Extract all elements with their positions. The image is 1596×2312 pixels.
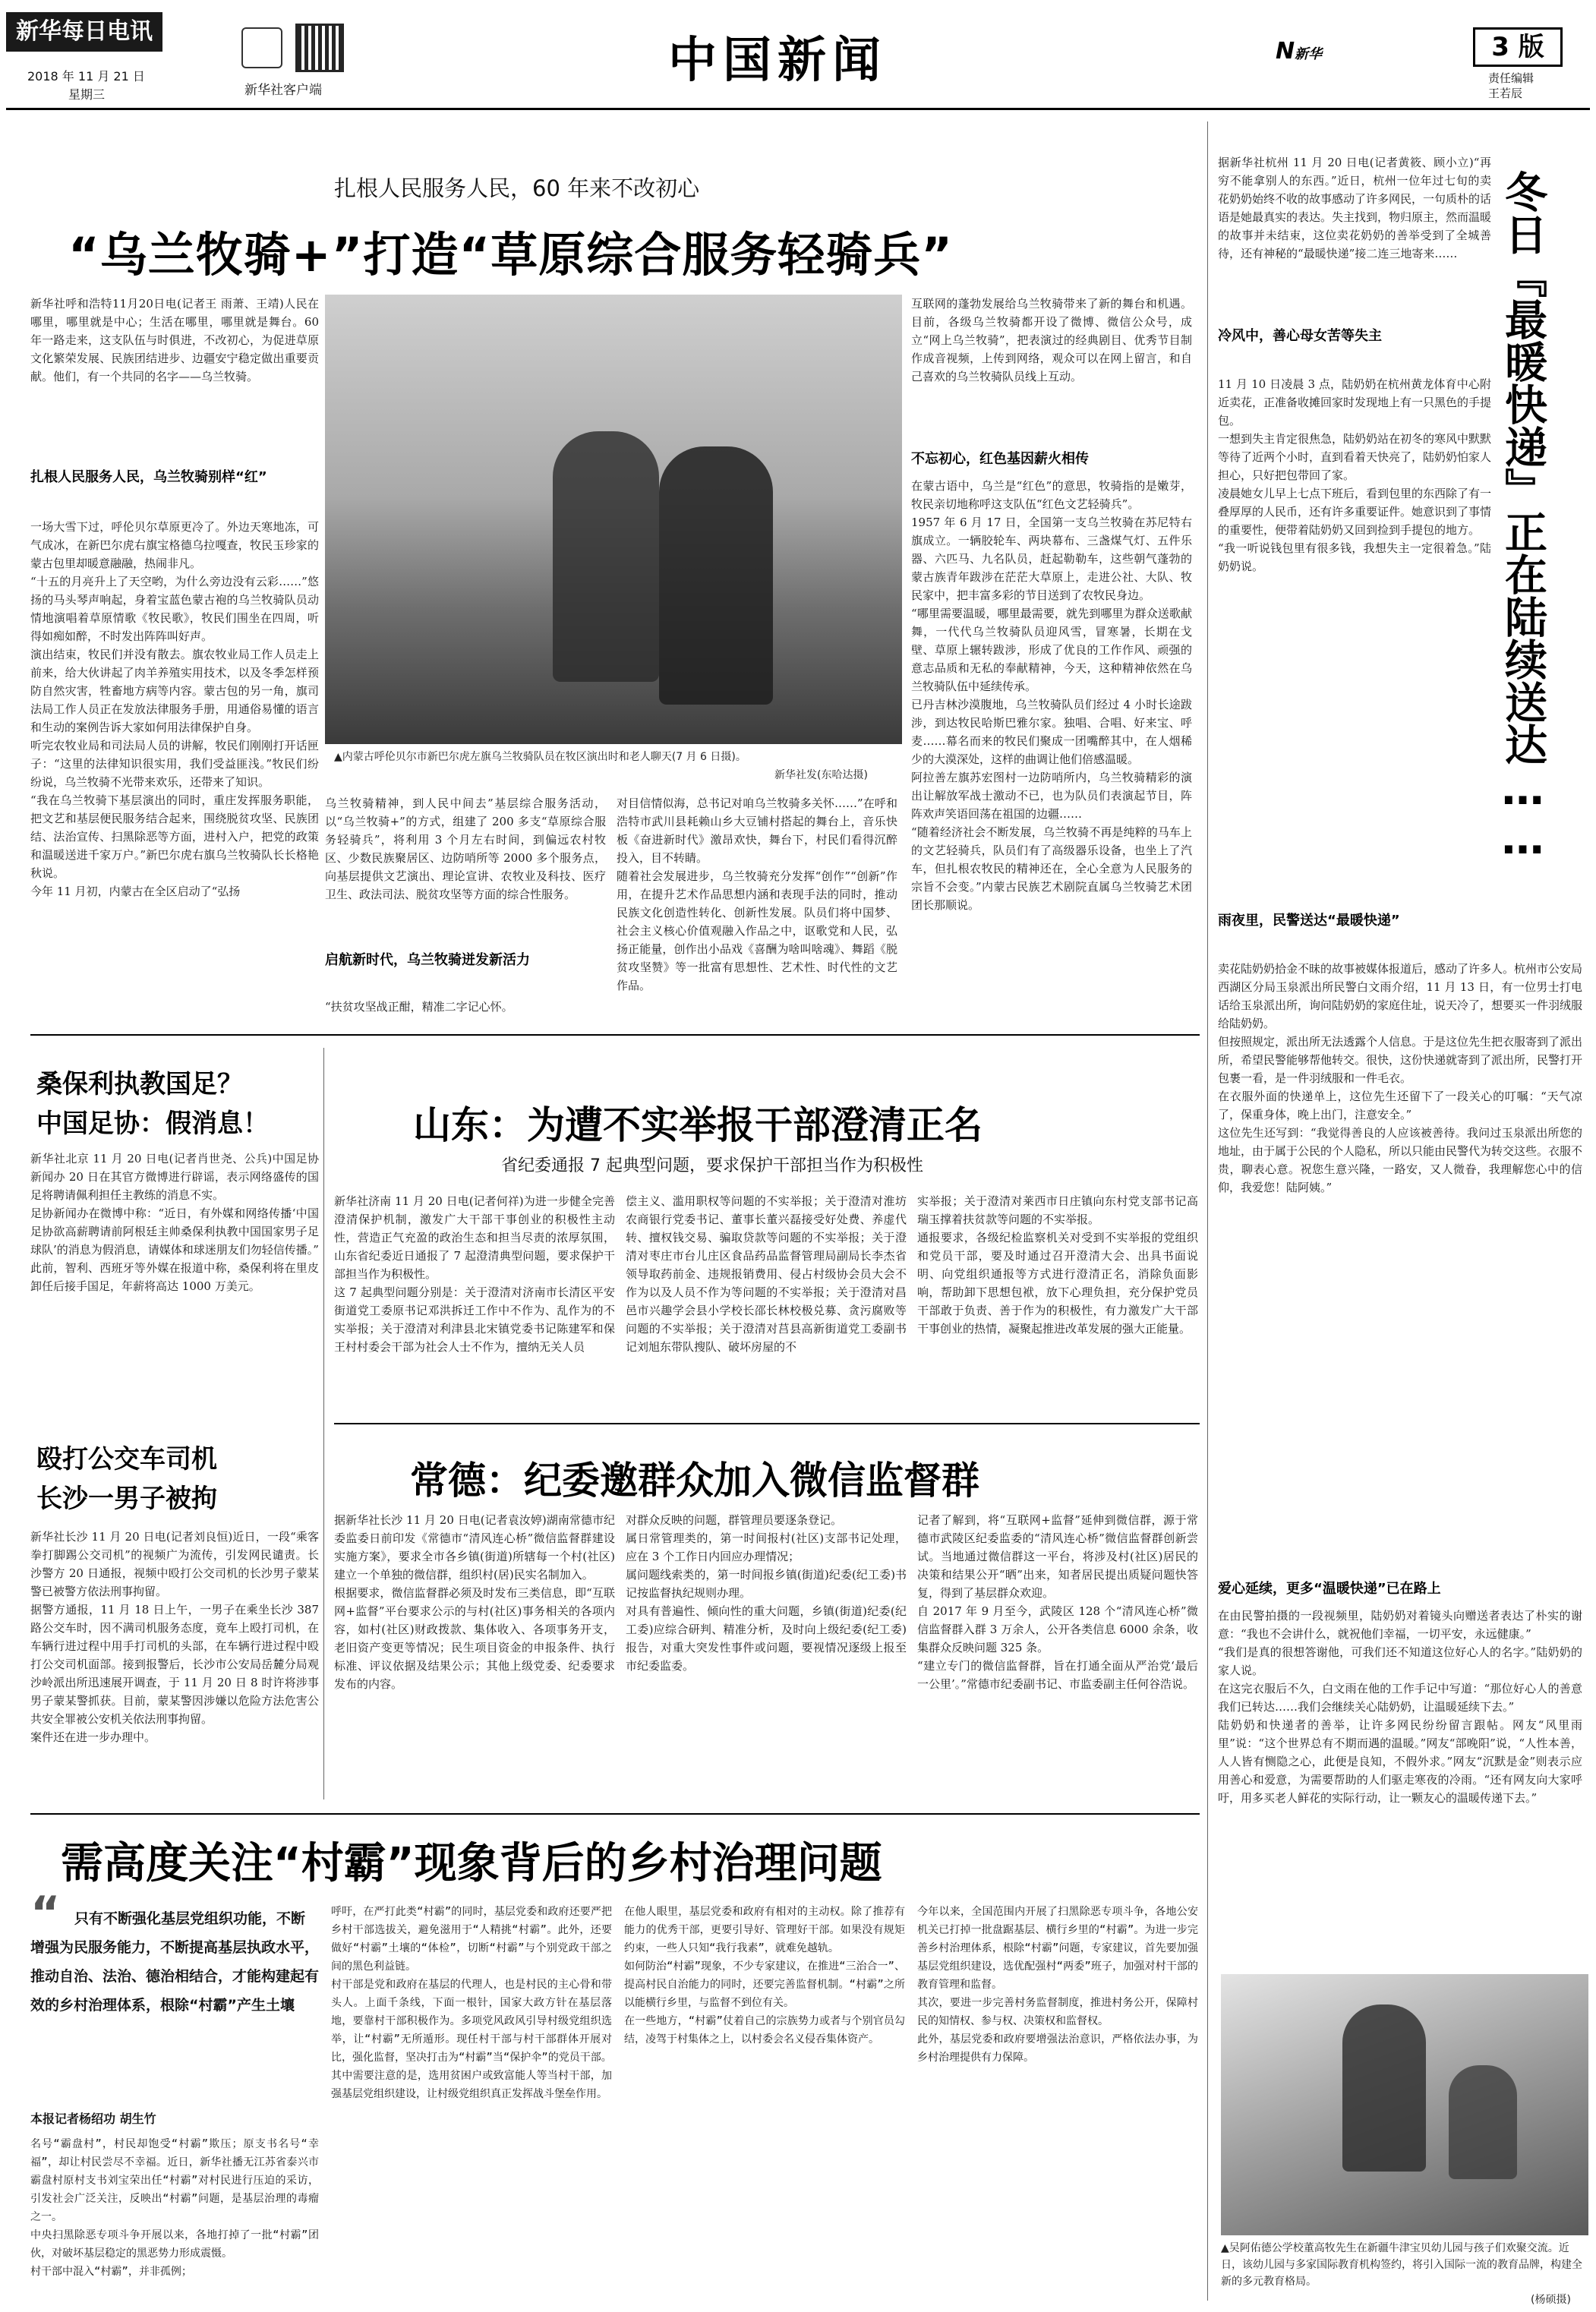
lead-photo <box>325 295 902 744</box>
lead-column-1: 一场大雪下过，呼伦贝尔草原更冷了。外边天寒地冻，可气成冰，在新巴尔虎右旗宝格德乌拉嘎查，牧民玉珍家的蒙古包里却暖意融融，热闹非凡。 “十五的月亮升上了天空哟，为什么旁边没有云彩……”悠扬的马头琴声响起，身着宝蓝色蒙古袍的乌兰牧骑队员动情地演唱着草原情歌《牧民歌》，牧民们围坐在四周，听得如痴如醉，不时发出阵阵叫好声。 演出结束，牧民们并没有散去。旗农牧业局工作人员走上前来，给大伙讲起了肉羊养殖实用技术，以及冬季怎样预防自然灾害，牲畜地方病等内容。蒙古包的另一角，旗司法局工作人员正在发放法律服务手册，用通俗易懂的语言和生动的案例告诉大家如何用法律保护自身。 听完农牧业局和司法局人员的讲解，牧民们刚刚打开话匣子：“这里的法律知识很实用，我们受益匪浅。”牧民们纷纷说，乌兰牧骑不光带来欢乐，还带来了知识。 “我在乌兰牧骑下基层演出的同时，重庄发挥服务职能，把文艺和基层便民服务结合起来，围绕脱贫攻坚、民族团结、法治宣传、扫黑除恶等方面，进村入户，把党的政策和温暖送进千家万户。”新巴尔虎右旗乌兰牧骑队长长格艳秋说。 今年 11 月初，内蒙古在全区启动了“弘扬 <box>30 520 319 898</box>
changde-headline: 常德：纪委邀群众加入微信监督群 <box>410 1459 979 1503</box>
village-pullquote: 只有不断强化基层党组织功能，不断增强为民服务能力，不断提高基层执政水平，推动自治、法治、德治相结合，才能构建起有效的乡村治理体系，根除“村霸”产生土壤 <box>30 1910 320 2014</box>
xinhua-logo <box>241 27 282 68</box>
side-subhead-1: 冷风中，善心母女苦等失主 <box>1218 328 1382 344</box>
side-photo-caption: ▲吴阿佑德公学校董高牧先生在新疆牛津宝贝幼儿园与孩子们欢聚交流。近日，该幼儿园与多家国际教育机构签约，将引入国际一流的教育品牌，构建全新的多元教育格局。 <box>1221 2242 1582 2288</box>
section-title: 中国新闻 <box>668 33 887 89</box>
quote-mark-icon: “ <box>30 1887 61 1940</box>
editor-label: 责任编辑 <box>1488 71 1534 85</box>
lead-intro: 新华社呼和浩特11月20日电(记者王 雨萧、王靖)人民在哪里，哪里就是中心；生活在哪里，哪里就是舞台。60 年一路走来，这支队伍与时俱进，不改初心，为促进草原文化繁荣发展、民族团结进步、边疆安宁稳定做出重要贡献。他们，有一个共同的名字——乌兰牧骑。 <box>30 297 323 383</box>
shandong-column-2: 偿主义、滥用职权等问题的不实举报；关于澄清对淮坊农商银行党委书记、董事长董兴磊接受好处费、养虚代转、擅权钱交易、骗取贷款等问题的不实举报；关于澄清对枣庄市台儿庄区食品药品监督管理局副局长李杰省领导取药前金、违规报销费用、侵占村级协会员大会不作为以及人员不作为等问题的不实举报；关于澄清对昌邑市兴趣学会县小学校长邵长林校极兑募、贪污腐败等问题的不实举报；关于澄清对莒县高新街道党工委副书记刘旭东带队搜队、破坏房屋的不 <box>626 1194 907 1354</box>
lead-headline: “乌兰牧骑+”打造“草原综合服务轻骑兵” <box>68 227 953 282</box>
side-column-rule <box>1207 121 1208 2301</box>
bus-body: 新华社长沙 11 月 20 日电(记者刘良恒)近日，一段“乘客拳打脚踢公交司机”的视频广为流传，引发网民谴责。长沙警方 20 日通报，视频中殴打公交司机的长沙男子蒙某警已被警方依法刑事拘留。 据警方通报，11 月 18 日上午，一男子在乘坐长沙 387 路公交车时，因不满司机服务态度，竟车上殴打司机，在车辆行进过程中用手打司机的头部，在车辆行进过程中殴打公交司机面部。接到报警后，长沙市公安局岳麓分局观沙岭派出所迅速展开调查，于 11 月 20 日 8 时许将涉事男子蒙某警抓获。目前，蒙某警因涉嫌以危险方法危害公共安全罪被公安机关依法刑事拘留。 案件还在进一步办理中。 <box>30 1530 319 1744</box>
village-headline: 需高度关注“村霸”现象背后的乡村治理问题 <box>61 1839 882 1888</box>
shandong-headline: 山东：为遭不实举报干部澄清正名 <box>413 1103 983 1147</box>
news-logo: N新华 <box>1276 38 1323 65</box>
lead-column-4b: 在蒙古语中，乌兰是“红色”的意思，牧骑指的是嫩芽，牧民亲切地称呼这支队伍“红色文艺轻骑兵”。 1957 年 6 月 17 日，全国第一支乌兰牧骑在苏尼特右旗成立。一辆胶轮车、两块幕布、三盏煤气灯、五件乐器、六匹马、九名队员，赶起勒勒车，这些朝气蓬勃的蒙古族青年跋涉在茫茫大草原上，走进公社、大队、牧民家中，把丰富多彩的节目送到了农牧民身边。 “哪里需要温暖，哪里最需要，就先到哪里为群众送歌献舞，一代代乌兰牧骑队员迎风雪，冒寒暑，长期在戈壁、草原上辗转跋涉，形成了优良的工作作风、顽强的意志品质和无私的奉献精神，今天，这种精神依然在乌兰牧骑队伍中延续传承。 已丹吉林沙漠腹地，乌兰牧骑队员们经过 4 小时长途跋涉，到达牧民哈斯巴雅尔家。独唱、合唱、好来宝、呼麦……幕名而来的牧民们聚成一团嘴醉其中，在人烟稀少的大漠深处，这样的曲调让他们倍感温暖。 阿拉善左旗苏宏图村一边防哨所内，乌兰牧骑精彩的演出让解放军战士激动不已，也为队员们表演起节目，阵阵欢声笑语回荡在祖国的边疆…… “随着经济社会不断发展，乌兰牧骑不再是纯粹的马车上的文艺轻骑兵，队员们有了高级器乐设备，也坐上了汽车，但扎根农牧民的精神还在，全心全意为人民服务的宗旨不会变。”内蒙古民族艺术剧院直属乌兰牧骑艺术团团长那顺说。 <box>911 479 1192 912</box>
client-label: 新华社客户端 <box>244 83 322 98</box>
village-column-1: 名号“霸盘村”，村民却饱受“村霸”欺压；原支书名号“幸福”，却让村民尝尽不幸福。近日，新华社播无江苏省泰兴市霸盘村原村支书刘宝荣出任“村霸”对村民进行压迫的采访，引发社会广泛关注，反映出“村霸”问题，是基层治理的毒瘤之一。 中央扫黑除恶专项斗争开展以来，各地打掉了一批“村霸”团伙，对破坏基层稳定的黑恶势力形成震慑。 村干部中混入“村霸”，并非孤例； <box>30 2138 319 2278</box>
lead-photo-caption: ▲内蒙古呼伦贝尔市新巴尔虎左旗乌兰牧骑队员在牧区演出时和老人聊天(7 月 6 日摄)。 <box>334 751 746 763</box>
qr-code-icon[interactable] <box>298 26 342 70</box>
page-number: 3 版 <box>1473 27 1563 67</box>
masthead-rule <box>6 108 1590 110</box>
side-photo <box>1221 1974 1588 2235</box>
village-column-3: 在他人眼里，基层党委和政府有相对的主动权。除了推荐有能力的优秀干部，更要引导好、管理好干部。如果没有规矩约束，一些人只知“我行我素”，就难免越轨。 如何防治“村霸”现象，不少专家建议，在推进“三治合一”、提高村民自治能力的同时，还要完善监督机制。“村霸”之所以能横行乡里，与监督不到位有关。 在一些地方，“村霸”仗着自己的宗族势力或者与个别官员勾结，凌驾于村集体之上，以村委会名义侵吞集体资产。 <box>624 1906 905 2045</box>
side-body-3: 在由民警拍摄的一段视频里，陆奶奶对着镜头向赠送者表达了朴实的谢意：“我也不会讲什么，就祝他们幸福，一切平安，永远健康。” “我们是真的很想答谢他，可我们还不知道这位好心人的名字。”陆奶奶的家人说。 在这完衣服后不久，白文雨在他的工作手记中写道：“那位好心人的善意我们已转达……我们会继续关心陆奶奶，让温暖延续下去。” 陆奶奶和快递者的善举，让许多网民纷纷留言跟帖。网友“风里雨里”说：“这个世界总有不期而遇的温暖。”网友“部晚阳”说，“人性本善，人人皆有恻隐之心，此便是良知，不假外求。”网友“沉默是金”则表示应用善心和爱意，为需要帮助的人们驱走寒夜的冷雨。“还有网友向大家呼吁，用多买老人鲜花的实际行动，让一颗友心的温暖传递下去。” <box>1218 1609 1582 1805</box>
photo-figure-adult <box>1342 2004 1426 2172</box>
side-body-1: 11 月 10 日凌晨 3 点，陆奶奶在杭州黄龙体育中心附近卖花，正准备收摊回家时发现地上有一只黑色的手提包。 一想到失主肯定很焦急，陆奶奶站在初冬的寒风中默默等待了近两个小时，直到看着天快亮了，陆奶奶怕家人担心，只好把包带回了家。 凌晨她女儿早上七点下班后，看到包里的东西除了有一叠厚厚的人民币，还有许多重要证件。她意识到了事情的重要性，便带着陆奶奶又回到捡到手提包的地方。 “我一听说钱包里有很多钱，我想失主一定很着急。”陆奶奶说。 <box>1218 377 1492 573</box>
village-byline: 本报记者杨绍功 胡生竹 <box>30 2112 156 2126</box>
lead-bottom-rule <box>30 1034 1200 1036</box>
brand-box <box>6 12 162 52</box>
photo-figure-elder <box>553 431 659 682</box>
soccer-title-1: 桑保利执教国足？ <box>36 1069 243 1099</box>
changde-column-1: 据新华社长沙 11 月 20 日电(记者袁汝婷)湖南常德市纪委监委日前印发《常德市“清风连心桥”微信监督群建设实施方案》，要求全市各乡镇(街道)所辖每一个村(社区)建立一个单独的微信群，组织村(居)民实名制加入。 根据要求，微信监督群必须及时发布三类信息，即“互联网+监督”平台要求公示的与村(社区)事务相关的各项内容，如村(社区)财政拨款、集体收入、各项事务开支，老旧资产变更等情况；民生项目资金的申报条件、执行标准、评议依据及结果公示；其他上级党委、纪委要求发布的内容。 <box>334 1513 615 1691</box>
middle-bottom-rule <box>30 1813 1200 1815</box>
masthead <box>0 0 1596 106</box>
bus-title-2: 长沙一男子被拘 <box>36 1484 217 1514</box>
side-subhead-2: 雨夜里，民警送达“最暖快递” <box>1218 913 1400 929</box>
side-photo-credit: (杨硕摄) <box>1531 2294 1571 2306</box>
changde-column-2: 对群众反映的问题，群管理员要逐条登记。 属日常管理类的，第一时间报村(社区)支部书记处理，应在 3 个工作日内回应办理情况； 属问题线索类的，第一时间报乡镇(街道)纪委(纪工委)书记按监督执纪规则办理。 对具有普遍性、倾向性的重大问题，乡镇(街道)纪委(纪工委)应综合研判、精准分析，及时向上级纪委(纪工委)报告，对重大突发性事件或问题，要视情况逐级上报至市纪委监委。 <box>626 1513 907 1673</box>
brand-name: 新华每日电讯 <box>16 18 153 45</box>
lead-column-2: 乌兰牧骑精神，到人民中间去”基层综合服务活动，以“乌兰牧骑+”的方式，组建了 200 多支“草原综合服务轻骑兵”，将利用 3 个月左右时间，到偏远农村牧区、少数民族聚居区、边防哨所等 2000 多个服务点，向基层提供文艺演出、理论宣讲、农牧业及科技、医疗卫生、政法司法、脱贫攻坚等方面的综合性服务。 <box>325 796 606 901</box>
issue-date: 2018 年 11 月 21 日 <box>27 69 145 84</box>
photo-figure-performer <box>659 446 773 705</box>
lead-column-4: 互联网的蓬勃发展给乌兰牧骑带来了新的舞台和机遇。目前，各级乌兰牧骑都开设了微博、微信公众号，成立“网上乌兰牧骑”，把表演过的经典剧目、优秀节目制作成音视频，上传到网络，观众可以在网上留言，和自己喜欢的乌兰牧骑队员线上互动。 <box>911 297 1192 383</box>
bus-title-1: 殴打公交车司机 <box>36 1444 217 1475</box>
shandong-bottom-rule <box>334 1423 1200 1424</box>
side-intro: 据新华社杭州 11 月 20 日电(记者黄筱、顾小立)“再穷不能拿别人的东西。”近日，杭州一位年过七旬的卖花奶奶始终不收的故事感动了许多网民，一句质朴的话语是她最真实的表达。失主找到，物归原主，然而温暖的故事并未结束，这位卖花奶奶的善举受到了全城善待，还有神秘的“最暖快递”接二连三地寄来…… <box>1218 156 1492 260</box>
brief-column-rule <box>323 1048 324 1799</box>
village-column-2: 呼吁，在严打此类“村霸”的同时，基层党委和政府还要严把乡村干部选拔关，避免滋用于“人精挑“村霸”。此外，还要做好“村霸”土壤的“体检”，切断“村霸”与个别党政干部之间的黑色利益链。 村干部是党和政府在基层的代理人，也是村民的主心骨和带头人。上面千条线，下面一根针，国家大政方针在基层落地，要靠村干部积极作为。多项党风政风引导村级党组织选举，让“村霸”无所遁形。现任村干部与村干部群体开展对比，强化监督，坚决打击为“村霸”当“保护伞”的党员干部。 其中需要注意的是，选用贫困户或致富能人等当村干部，加强基层党组织建设，让村级党组织真正发挥战斗堡垒作用。 <box>331 1906 612 2100</box>
shandong-column-1: 新华社济南 11 月 20 日电(记者何祥)为进一步健全完善澄清保护机制，激发广大干部干事创业的积极性主动性，营造正气充盈的政治生态和担当尽责的浓厚氛围，山东省纪委近日通报了 7 起澄清典型问题，要求保护干部担当作为积极性。 这 7 起典型问题分别是：关于澄清对济南市长清区平安街道党工委原书记邓洪拆迁工作中不作为、乱作为的不实举报；关于澄清对利津县北宋镇党委书记陈建军和保王村村委会干部为社会人士不作为，擅纳无关人员 <box>334 1194 615 1354</box>
lead-column-2b: “扶贫攻坚战正酣，精准二字记心怀。 <box>325 1000 513 1014</box>
lead-photo-credit: 新华社发(东哈达摄) <box>774 769 868 781</box>
lead-subhead-2: 启航新时代，乌兰牧骑迸发新活力 <box>325 952 530 968</box>
side-body-2: 卖花陆奶奶拾金不昧的故事被媒体报道后，感动了许多人。杭州市公安局西湖区分局玉泉派出所民警白文雨介绍，11 月 13 日，有一位男士打电话给玉泉派出所，询问陆奶奶的家庭住址，说天冷了，想要买一件羽绒服给陆奶奶。 但按照规定，派出所无法透露个人信息。于是这位先生把衣服寄到了派出所，希望民警能够帮他转交。很快，这份快递就寄到了派出所，民警打开包裹一看，是一件羽绒服和一件毛衣。 在衣服外面的快递单上，这位先生还留下了一段关心的叮嘱：“天气凉了，保重身体，晚上出门，注意安全。” 这位先生还写到：“我觉得善良的人应该被善待。我问过玉泉派出所您的地址，由于属于公民的个人隐私，所以只能由民警代为转交这些。衣服不贵，聊表心意。祝您生意兴隆，一路安，又人微眷，我理解您心中的信仰，我爱您！陆阿姨。” <box>1218 962 1583 1194</box>
side-subhead-3: 爱心延续，更多“温暖快递”已在路上 <box>1218 1581 1441 1597</box>
lead-subhead-1: 扎根人民服务人民，乌兰牧骑别样“红” <box>30 469 267 485</box>
soccer-title-2: 中国足协：假消息！ <box>36 1109 269 1139</box>
shandong-column-3: 实举报；关于澄清对莱西市日庄镇向东村党支部书记高瑞玉撑着扶贫款等问题的不实举报。 通报要求，各级纪检监察机关对受到不实举报的党组织和党员干部，要及时通过召开澄清大会、出具书面说明、向党组织通报等方式进行澄清正名，消除负面影响，帮助卸下思想包袱，放下心理负担，充分保护党员干部敢于负责、善于作为的积极性，有力激发广大干部干事创业的热情，凝聚起推进改革发展的强大正能量。 <box>917 1194 1198 1336</box>
photo-figure-child <box>1449 2065 1517 2179</box>
editor-name: 王若辰 <box>1488 87 1523 100</box>
shandong-subtitle: 省纪委通报 7 起典型问题，要求保护干部担当作为积极性 <box>501 1156 923 1175</box>
lead-kicker: 扎根人民服务人民，60 年来不改初心 <box>334 175 700 201</box>
lead-subhead-3: 不忘初心，红色基因薪火相传 <box>911 451 1089 467</box>
soccer-body: 新华社北京 11 月 20 日电(记者肖世尧、公兵)中国足协新闻办 20 日在其官方微博进行辟谣，表示网络盛传的国足将聘请佩利担任主教练的消息不实。 足协新闻办在微博中称：“近日，有外媒和网络传播‘中国足协欲高薪聘请前阿根廷主帅桑保利执教中国国家男子足球队’的消息为假消息，请媒体和球迷朋友们勿轻信传播。” 此前，智利、西班牙等外媒在报道中称，桑保利将在里皮卸任后接手国足，年薪将高达 1000 万美元。 <box>30 1152 319 1293</box>
village-column-4: 今年以来，全国范围内开展了扫黑除恶专项斗争，各地公安机关已打掉一批盘踞基层、横行乡里的“村霸”。为进一步完善乡村治理体系，根除“村霸”问题，专家建议，首先要加强基层党组织建设，选优配强村“两委”班子，加强对村干部的教育管理和监督。 其次，要进一步完善村务监督制度，推进村务公开，保障村民的知情权、参与权、决策权和监督权。 此外，基层党委和政府要增强法治意识，严格依法办事，为乡村治理提供有力保障。 <box>917 1906 1198 2064</box>
issue-weekday: 星期三 <box>68 87 106 102</box>
lead-column-3: 对目信情似海，总书记对咱乌兰牧骑多关怀……”在呼和浩特市武川县耗赖山乡大豆铺村搭起的舞台上，音乐快板《奋进新时代》激昂欢快，舞台下，村民们看得沉醉投入，目不转睛。 随着社会发展进步，乌兰牧骑充分发挥“创作”“创新”作用，在提升艺术作品思想内涵和表现手法的同时，推动民族文化创造性转化、创新性发展。队员们将中国梦、社会主义核心价值观融入作品之中，讴歌党和人民，弘扬正能量，创作出小品戏《喜酬为啥叫啥魂》、舞蹈《脱贫攻坚赞》等一批富有思想性、艺术性、时代性的文艺作品。 <box>617 796 897 992</box>
side-vertical-title: 冬日『最暖快递』正在陆续送达…… <box>1498 170 1547 864</box>
changde-column-3: 记者了解到，将“互联网+监督”延伸到微信群，源于常德市武陵区纪委监委的“清风连心桥”微信监督群创新尝试。当地通过微信群这一平台，将涉及村(社区)居民的决策和结果公开“晒”出来，知者居民提出质疑问题快答复，得到了基层群众欢迎。 自 2017 年 9 月至今，武陵区 128 个“清风连心桥”微信监督群入群 3 万余人，公开各类信息 6000 余条，收集群众反映问题 325 条。 “建立专门的微信监督群，旨在打通全面从严治党‘最后一公里’。”常德市纪委副书记、市监委副主任何谷浩说。 <box>917 1513 1198 1691</box>
